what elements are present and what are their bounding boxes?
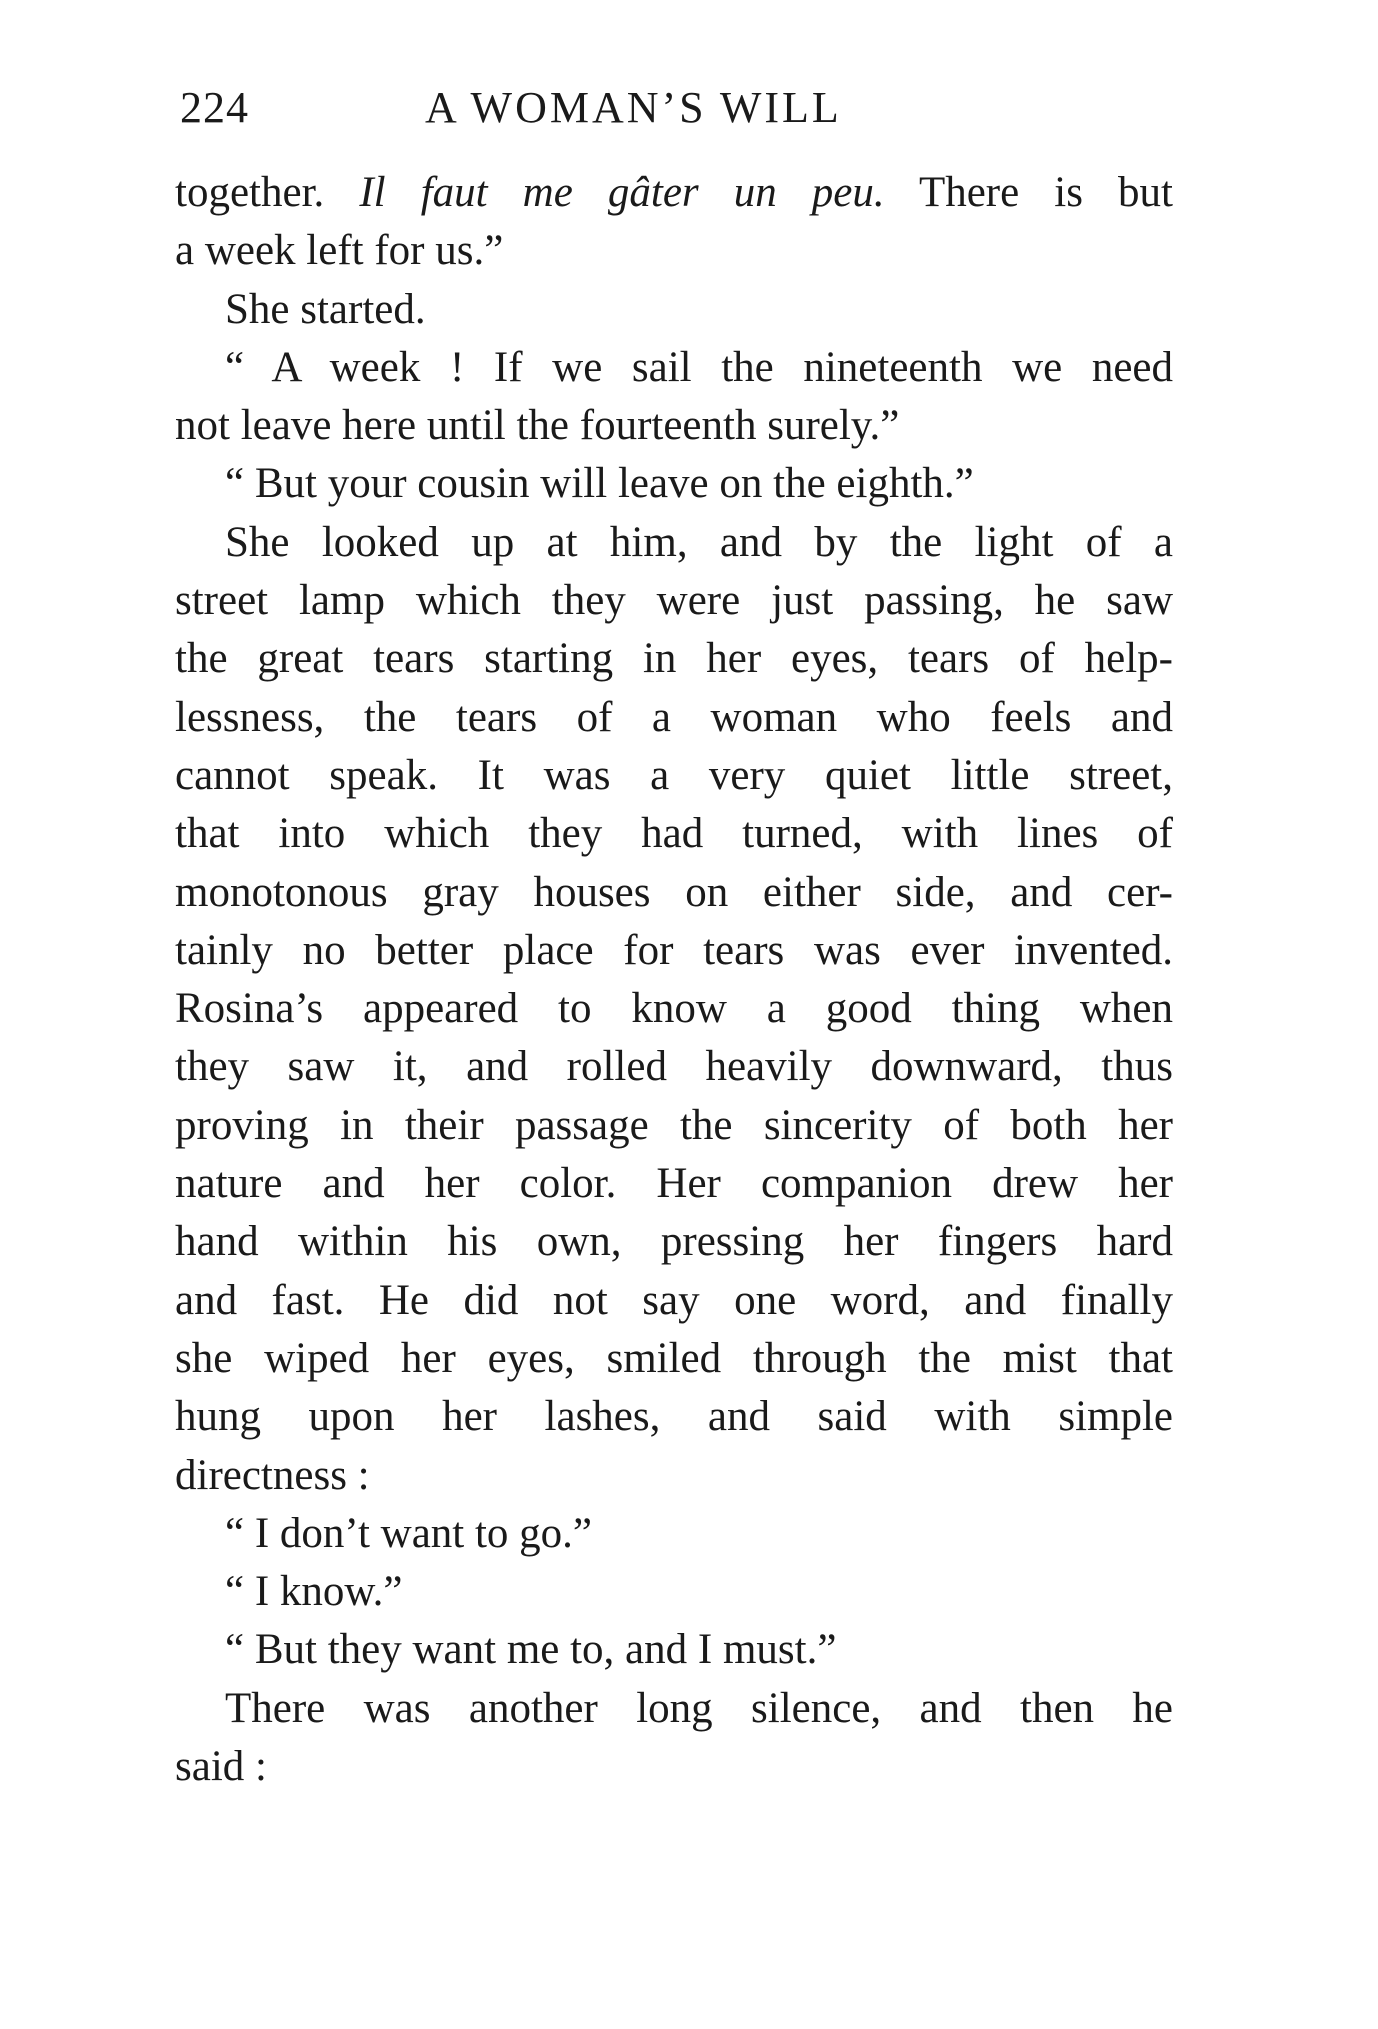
text-line: that into which they had turned, with lines of xyxy=(175,810,1173,858)
text-line: street lamp which they were just passing, he saw xyxy=(175,577,1173,625)
body-text xyxy=(175,164,1173,1796)
running-head xyxy=(180,78,1172,138)
running-title: A WOMAN’S WILL xyxy=(425,83,842,132)
text-line: a week left for us.” xyxy=(175,227,504,275)
text-line: hung upon her lashes, and said with simple xyxy=(175,1393,1173,1441)
text-line: the great tears starting in her eyes, tears of help- xyxy=(175,635,1173,683)
text-line: There was another long silence, and then he xyxy=(225,1684,1173,1732)
text-line: she wiped her eyes, smiled through the mist that xyxy=(175,1334,1173,1382)
french-phrase: Il faut me gâter un peu. xyxy=(359,169,885,216)
text-line-start: together. xyxy=(175,169,360,216)
text-line-end: There is but xyxy=(884,169,1174,216)
text-line: nature and her color. Her companion drew her xyxy=(175,1160,1173,1208)
text-line: hand within his own, pressing her fingers hard xyxy=(175,1218,1173,1266)
text-line: “ But your cousin will leave on the eighth.” xyxy=(225,460,974,508)
text-line: not leave here until the fourteenth surely.” xyxy=(175,402,900,450)
text-line: tainly no better place for tears was ever invented. xyxy=(175,926,1173,974)
text-line: lessness, the tears of a woman who feels and xyxy=(175,693,1173,741)
text-line: She started. xyxy=(225,285,426,333)
text-line: proving in their passage the sincerity of both her xyxy=(175,1101,1173,1149)
text-line xyxy=(175,164,1173,222)
text-line: “ But they want me to, and I must.” xyxy=(225,1626,837,1674)
page-number: 224 xyxy=(180,83,249,132)
text-line: and fast. He did not say one word, and finally xyxy=(175,1276,1173,1324)
text-line: Rosina’s appeared to know a good thing when xyxy=(175,985,1173,1033)
text-line: “ I know.” xyxy=(225,1568,403,1616)
text-line: She looked up at him, and by the light of a xyxy=(225,518,1173,566)
text-line: monotonous gray houses on either side, and cer- xyxy=(175,868,1173,916)
text-line: “ A week ! If we sail the nineteenth we need xyxy=(225,343,1173,391)
text-line: they saw it, and rolled heavily downward, thus xyxy=(175,1043,1173,1091)
text-line: directness : xyxy=(175,1451,370,1499)
text-line: said : xyxy=(175,1743,267,1791)
text-line: cannot speak. It was a very quiet little street, xyxy=(175,751,1173,799)
text-line: “ I don’t want to go.” xyxy=(225,1509,593,1557)
